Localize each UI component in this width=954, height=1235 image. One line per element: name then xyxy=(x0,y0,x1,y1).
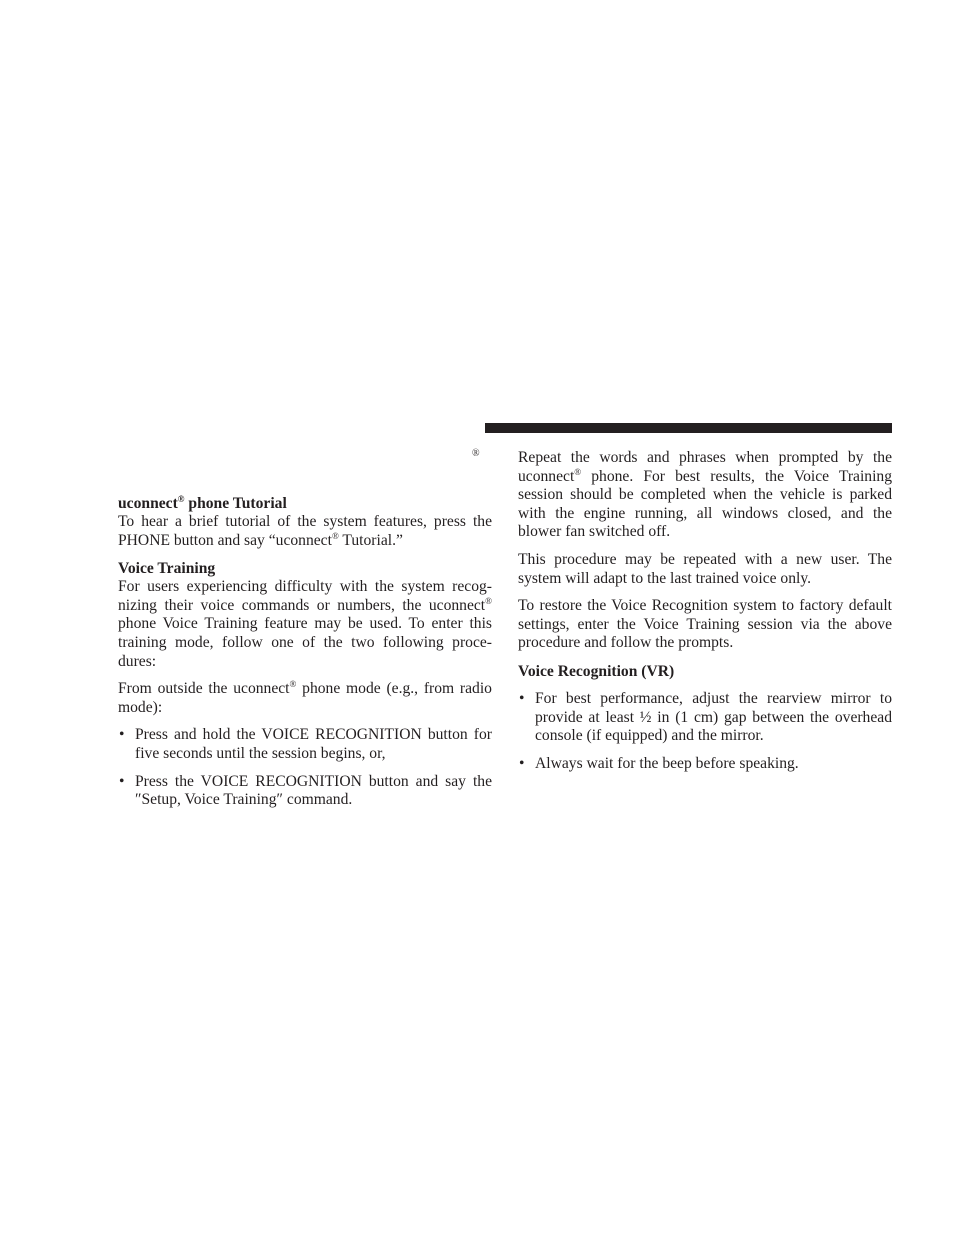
voice-training-heading: Voice Training xyxy=(118,560,216,578)
procedure-text: This procedure may be repeated with a new user. The system will adapt to the last trained voice only. xyxy=(518,550,892,587)
list-item: • Press the VOICE RECOGNITION button and say the ″Setup, Voice Training″ command. xyxy=(119,772,492,809)
list-item: • Always wait for the beep before speaking. xyxy=(519,754,799,772)
restore-text: To restore the Voice Recognition system to factory default settings, enter the Voice Training session via the above procedure and follow the prompts. xyxy=(518,597,892,652)
tutorial-text: To hear a brief tutorial of the system features, press the PHONE button and say “uconnect® Tutorial.” xyxy=(118,513,492,549)
outside-mode-text: From outside the uconnect® phone mode (e.g., from radio mode): xyxy=(118,679,492,716)
voice-training-text: For users experiencing difficulty with the system recog-nizing their voice commands or numbers, the uconnect® phone Voice Training feature may be used. To enter this training mode, follow one of the two following proce-dures: xyxy=(118,578,492,670)
header-registered-mark: ® xyxy=(472,448,480,459)
list-item: • Press and hold the VOICE RECOGNITION button for five seconds until the session begins, or, xyxy=(119,726,492,762)
vr-bullets xyxy=(518,690,892,773)
voice-training-bullets xyxy=(118,726,492,809)
bullet-icon: • xyxy=(519,689,525,707)
left-column xyxy=(118,494,492,819)
repeat-text: Repeat the words and phrases when prompted by the uconnect® phone. For best results, the Voice Training session should be completed when the vehicle is parked with the engine running, all windows closed, and the blower fan switched off. xyxy=(518,449,892,541)
vr-heading: Voice Recognition (VR) xyxy=(518,662,675,680)
tutorial-heading: uconnect® phone Tutorial xyxy=(118,494,287,512)
bullet-icon: • xyxy=(519,754,525,772)
bullet-icon: • xyxy=(119,772,125,790)
right-column xyxy=(518,449,892,782)
bullet-icon: • xyxy=(119,726,125,744)
header-rule xyxy=(485,423,892,433)
list-item: • For best performance, adjust the rearview mirror to provide at least ½ in (1 cm) gap between the overhead console (if equipped) and the mirror. xyxy=(519,689,892,745)
